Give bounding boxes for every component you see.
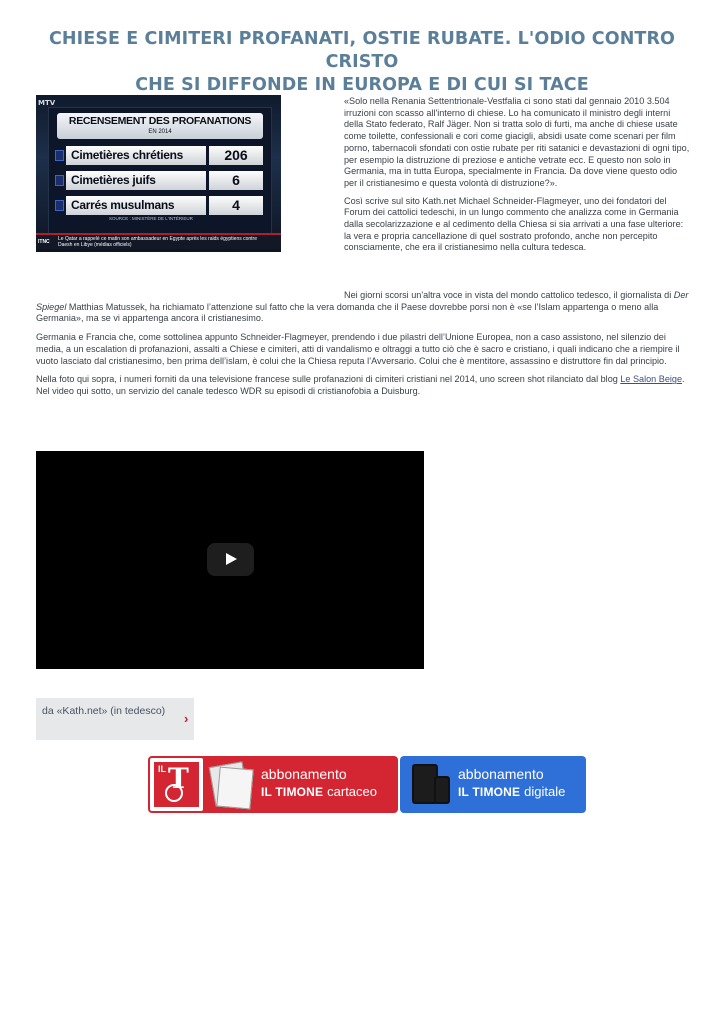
banner-line1: abbonamento	[458, 766, 544, 782]
subscription-print-banner[interactable]	[148, 756, 398, 813]
tv-row	[55, 145, 265, 166]
paragraph-germany-france: Germania e Francia che, come sottolinea appunto Schneider-Flagmeyer, prendendo i due pilastri dell’Unione Europea, non a caso assistono, nel silenzio dei media, a un escalation di profanazioni, assalti a Chiese e cimiteri, atti di vandalismo e oltraggi a tutto ciò che è sacro e cristiano, i quali indicano che a riempire il vuoto lasciato dal cristianesimo, ben prima dell’islam, è colui che la Chiesa reputa l’Avversario. Colui che è mentitore, assassino e distruttore fin dal principio.	[36, 332, 680, 366]
tablet-phone-icon	[412, 764, 456, 808]
tv-source: SOURCE : MINISTÈRE DE L'INTÉRIEUR	[109, 216, 193, 221]
digital-banner-text	[458, 766, 565, 801]
paper-magazine-icon	[212, 762, 252, 807]
article-title	[30, 28, 694, 97]
tv-row	[55, 195, 265, 216]
tv-graphic-panel	[48, 107, 272, 237]
tv-row-value: 4	[209, 196, 263, 215]
tv-ticker-channel: ITNC	[38, 239, 50, 245]
tv-heading: RECENSEMENT DES PROFANATIONS	[68, 115, 252, 127]
tv-row-value: 6	[209, 171, 263, 190]
article-title-line-2: CHE SI DIFFONDE IN EUROPA E DI CUI SI TACE	[135, 75, 589, 95]
tv-row-label: Cimetières chrétiens	[66, 146, 206, 165]
video-player[interactable]	[36, 451, 424, 669]
play-button-icon[interactable]	[207, 543, 254, 576]
paragraph-quote: «Solo nella Renania Settentrionale-Vestfalia ci sono stati dal gennaio 2010 3.504 irruzioni con scasso all'interno di chiese. Lo ha comunicato il ministro degli interni della Stato federato, Ralf Jäger. Non si tratta solo di furti, ma anche di chiese usate come toilette, confessionali e cori come giacigli, absidi usate come scenari per film porno, tabernacoli sfondati con ostie rubate per riti satanici e devastazioni di ogni tipo, per esempio la distruzione di preziose e antiche vetrate ecc. E questo non solo in Germania, ma in tutta Europa, specialmente in Francia. Da dove viene questo odio per il cristianesimo e questa volontà di distruzione?».	[344, 96, 690, 188]
banner-kind: digitale	[524, 784, 566, 799]
banner-kind: cartaceo	[327, 784, 378, 799]
publication-name: Der Spiegel	[36, 290, 689, 312]
tv-row	[55, 170, 265, 191]
ship-wheel-icon	[165, 784, 183, 802]
source-link-label: da «Kath.net» (in tedesco)	[42, 705, 166, 717]
salon-beige-link[interactable]: Le Salon Beige	[620, 374, 683, 385]
subscription-digital-banner[interactable]	[400, 756, 586, 813]
tv-subheading: EN 2014	[148, 129, 172, 135]
article-title-line-1: CHIESE E CIMITERI PROFANATI, OSTIE RUBATE. L'ODIO CONTRO CRISTO	[48, 29, 676, 72]
paragraph-text: Matthias Matussek, ha richiamato l’attenzione sul fatto che la vera domanda che il Paese dovrebbe porsi non è «se l’Islam appartenga o meno alla Germania», ma se vi appartenga ancora il cristianesimo.	[36, 301, 659, 324]
tv-heading-box	[57, 113, 263, 139]
tv-row-label: Carrés musulmans	[66, 196, 206, 215]
article-body	[36, 290, 690, 398]
tv-ticker-text: Le Qatar a rappelé ce matin son ambassadeur en Egypte après les raids égyptiens contre Daesh en Libye (médias officiels)	[58, 236, 258, 248]
chevron-right-icon: ›	[184, 711, 189, 726]
tv-screenshot-image	[36, 95, 281, 252]
banner-brand: IL TIMONE	[458, 785, 521, 799]
tv-row-label: Cimetières juifs	[66, 171, 206, 190]
checkbox-icon	[55, 175, 64, 186]
tv-channel-logo: MTV	[38, 99, 56, 107]
paragraph-text: Nei giorni scorsi un'altra voce in vista del mondo cattolico tedesco, il giornalista di	[344, 290, 674, 300]
paragraph-matussek	[36, 290, 690, 325]
paragraph-text: . Nel video qui sotto, un servizio del canale tedesco WDR su episodi di cristianofobia a Duisburg.	[36, 374, 685, 396]
tv-ticker	[36, 235, 281, 249]
banner-line1: abbonamento	[261, 766, 347, 782]
checkbox-icon	[55, 200, 64, 211]
source-link-box[interactable]	[36, 698, 194, 740]
paragraph-source: Così scrive sul sito Kath.net Michael Schneider-Flagmeyer, uno dei fondatori del Forum dei cattolici tedeschi, in un lungo commento che analizza come in Germania dalla secolarizzazione e al cedimento della Chiesa si sia arrivati a una fase ulteriore: la vera e propria cancellazione di quel sostrato profondo, anche non percepito consciamente, che era il cristianesimo nella cultura tedesca.	[344, 195, 684, 253]
il-timone-logo: IL T	[150, 758, 203, 811]
print-banner-text	[261, 766, 377, 801]
paragraph-photo-caption	[36, 374, 690, 397]
paragraph-text: Nella foto qui sopra, i numeri forniti da una televisione francese sulle profanazioni di cimiteri cristiani nel 2014, uno screen shot rilanciato dal blog	[36, 374, 621, 385]
article-intro-column	[344, 96, 690, 254]
banner-brand: IL TIMONE	[261, 785, 324, 799]
tv-row-value: 206	[209, 146, 263, 165]
checkbox-icon	[55, 150, 64, 161]
